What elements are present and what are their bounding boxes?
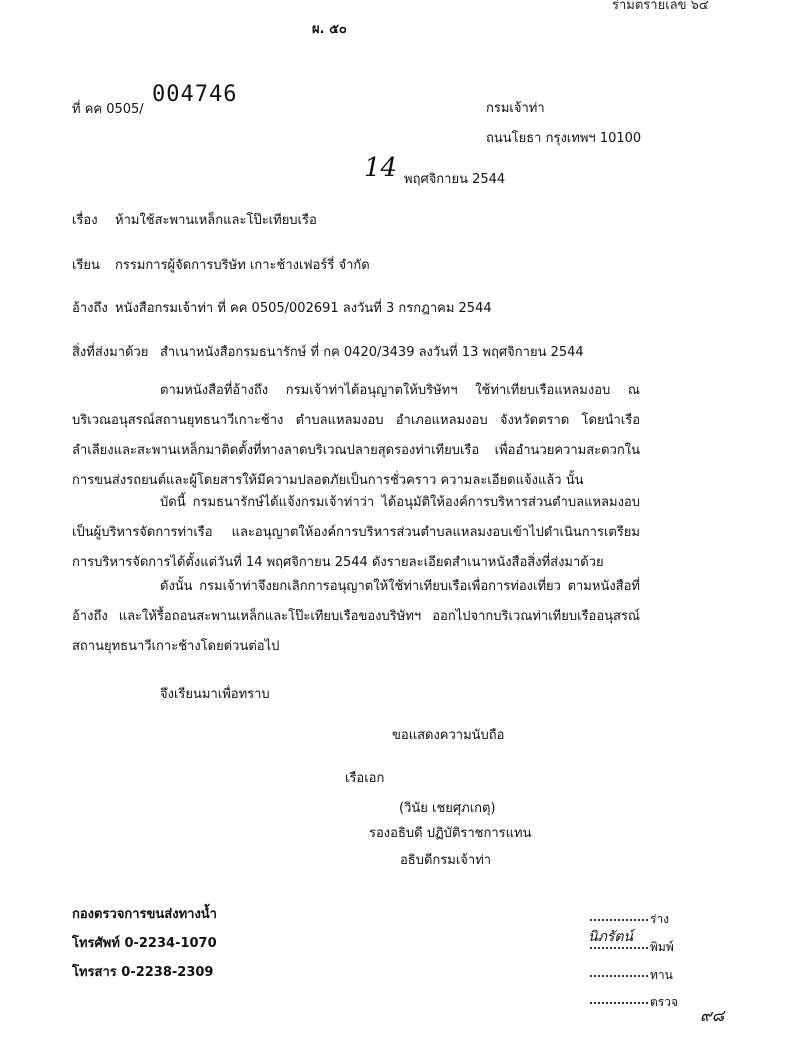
signer-name: (วินัย เชยศุภเกตุ)	[399, 801, 496, 816]
dotted-line	[590, 975, 648, 977]
initial-check-label: ตรวจ	[650, 995, 679, 1009]
enclosure-label: สิ่งที่ส่งมาด้วย	[72, 345, 149, 360]
signer-position: รองอธิบดี ปฏิบัติราชการแทน	[369, 826, 532, 841]
body-paragraph-3: ดังนั้น กรมเจ้าท่าจึงยกเลิกการอนุญาตให้ใช้ท่าเทียบเรือเพื่อการท่องเที่ยว ตามหนังสือที่อ้างถึง และให้รื้อถอนสะพานเหล็กและโป๊ะเทียบเรือของบริษัทฯ ออกไปจากบริเวณท่าเทียบเรืออนุสรณ์สถานยุทธนาวีเกาะช้างโดยด่วนต่อไป	[72, 579, 640, 654]
closing-line: จึงเรียนมาเพื่อทราบ	[160, 687, 270, 702]
body-paragraph-1: ตามหนังสือที่อ้างถึง กรมเจ้าท่าได้อนุญาตให้บริษัทฯ ใช้ท่าเทียบเรือแหลมงอบ ณ บริเวณอนุสรณ์สถานยุทธนาวีเกาะช้าง ตำบลแหลมงอบ อำเภอแหลมงอบ จังหวัดตราด โดยนำเรือลำเลียงและสะพานเหล็กมาติดตั้งที่ทางลาดบริเวณปลายสุดรองท่าเทียบเรือ เพื่ออำนวยความสะดวกในการขนส่งรถยนต์และผู้โดยสารให้มีความปลอดภัยเป็นการชั่วคราว ความละเอียดแจ้งแล้ว นั้น	[72, 383, 640, 488]
body-paragraph-2: บัดนี้ กรมธนารักษ์ได้แจ้งกรมเจ้าท่าว่า ได้อนุมัติให้องค์การบริหารส่วนตำบลแหลมงอบเป็นผู้บริหารจัดการท่าเรือ และอนุญาตให้องค์การบริหารส่วนตำบลแหลมงอบเข้าไปดำเนินการเตรียมการบริหารจัดการได้ตั้งแต่วันที่ 14 พฤศจิกายน 2544 ดังรายละเอียดสำเนาหนังสือสิ่งที่ส่งมาด้วย	[72, 495, 640, 570]
initial-typed-label: พิมพ์	[650, 940, 674, 954]
signer-rank: เรือเอก	[345, 771, 385, 786]
initial-review-label: ทาน	[650, 968, 673, 982]
date-day-handwritten: 14	[364, 153, 398, 183]
sender-address: ถนนโยธา กรุงเทพฯ 10100	[486, 131, 642, 146]
enclosure-value: สำเนาหนังสือกรมธนารักษ์ ที่ กค 0420/3439 ลงวันที่ 13 พฤศจิกายน 2544	[160, 345, 584, 360]
typist-handwritten-initial: นิภรัตน์	[588, 929, 633, 945]
regards-line: ขอแสดงความนับถือ	[392, 728, 505, 743]
footer-department: กองตรวจการขนส่งทางน้ำ	[72, 907, 217, 922]
reference-prefix: ที่ คค 0505/	[72, 102, 144, 117]
reference-number: 004746	[152, 82, 238, 107]
salutation-value: กรรมการผู้จัดการบริษัท เกาะช้างเฟอร์รี่ จำกัด	[115, 258, 370, 273]
initial-draft-label: ร่าง	[650, 912, 670, 926]
dotted-line	[590, 1002, 648, 1004]
dotted-line	[590, 919, 648, 921]
date-month-year: พฤศจิกายน 2544	[404, 172, 506, 187]
signer-organization: อธิบดีกรมเจ้าท่า	[400, 853, 492, 868]
footer-phone: โทรศัพท์ 0-2234-1070	[72, 936, 217, 951]
initial-check	[590, 993, 678, 1012]
subject-value: ห้ามใช้สะพานเหล็กและโป๊ะเทียบเรือ	[115, 213, 317, 228]
reference-value: หนังสือกรมเจ้าท่า ที่ คค 0505/002691 ลงวันที่ 3 กรกฎาคม 2544	[115, 301, 492, 316]
initial-review	[590, 966, 673, 985]
handwritten-page-mark: ๙๘	[700, 1006, 725, 1025]
salutation-label: เรียน	[72, 258, 100, 273]
footer-fax: โทรสาร 0-2238-2309	[72, 965, 214, 980]
stamp-text: ร่ามตรายเลข ๖๔	[612, 0, 709, 13]
subject-label: เรื่อง	[72, 213, 98, 228]
reference-label: อ้างถึง	[72, 301, 108, 316]
sender-office: กรมเจ้าท่า	[486, 101, 545, 116]
form-code: ผ. ๕๐	[312, 22, 347, 37]
